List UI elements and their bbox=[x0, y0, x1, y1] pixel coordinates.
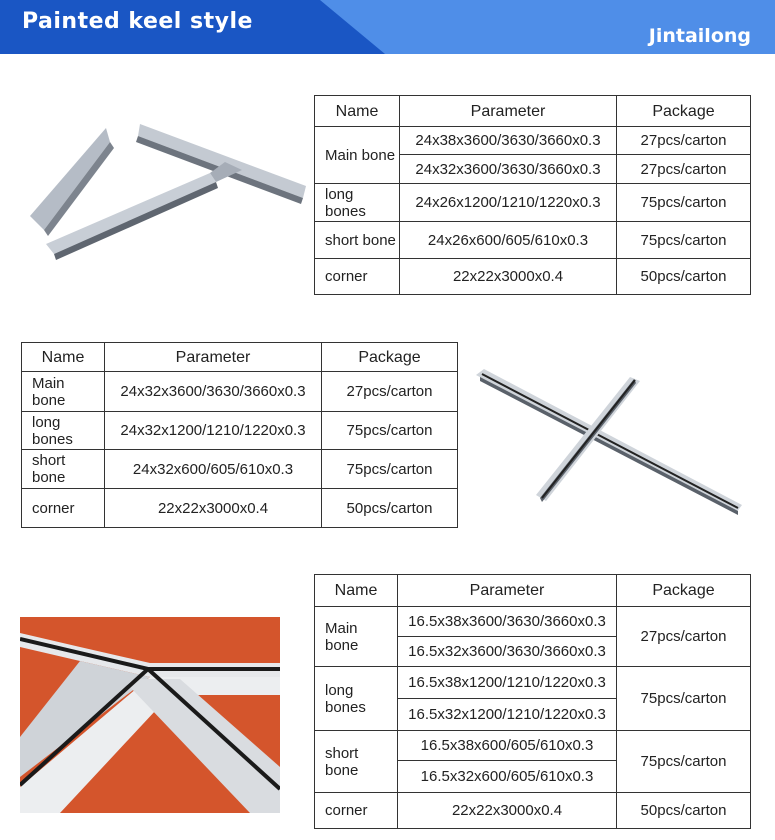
row-parameter: 24x32x3600/3630/3660x0.3 bbox=[400, 155, 617, 184]
row-package: 50pcs/carton bbox=[617, 259, 751, 295]
row-parameter: 24x38x3600/3630/3660x0.3 bbox=[400, 127, 617, 155]
row-name: long bones bbox=[315, 667, 398, 731]
table-row bbox=[315, 667, 751, 699]
row-parameter: 24x32x3600/3630/3660x0.3 bbox=[105, 372, 322, 412]
table-row bbox=[315, 607, 751, 637]
row-package: 27pcs/carton bbox=[322, 372, 458, 412]
row-parameter: 22x22x3000x0.4 bbox=[105, 489, 322, 528]
header-banner bbox=[0, 0, 775, 54]
header-name: Name bbox=[315, 575, 398, 607]
header-parameter: Parameter bbox=[398, 575, 617, 607]
brand-name: Jintailong bbox=[648, 25, 751, 47]
spec-table-2 bbox=[21, 342, 458, 528]
row-package: 75pcs/carton bbox=[617, 222, 751, 259]
table-row bbox=[315, 259, 751, 295]
row-name: short bone bbox=[315, 222, 400, 259]
row-parameter: 24x26x1200/1210/1220x0.3 bbox=[400, 184, 617, 222]
table-row bbox=[315, 222, 751, 259]
row-name: corner bbox=[315, 259, 400, 295]
header-name: Name bbox=[22, 343, 105, 372]
spec-table-1 bbox=[314, 95, 751, 295]
row-parameter: 16.5x38x600/605/610x0.3 bbox=[398, 731, 617, 761]
row-parameter: 22x22x3000x0.4 bbox=[400, 259, 617, 295]
row-package: 50pcs/carton bbox=[617, 793, 751, 829]
row-parameter: 24x32x600/605/610x0.3 bbox=[105, 450, 322, 489]
header-parameter: Parameter bbox=[105, 343, 322, 372]
table-row bbox=[315, 127, 751, 155]
row-name: short bone bbox=[22, 450, 105, 489]
row-parameter: 16.5x32x1200/1210/1220x0.3 bbox=[398, 699, 617, 731]
row-parameter: 16.5x38x3600/3630/3660x0.3 bbox=[398, 607, 617, 637]
table-row bbox=[22, 412, 458, 450]
row-package: 75pcs/carton bbox=[617, 184, 751, 222]
header-package: Package bbox=[617, 575, 751, 607]
keel-product-image-3 bbox=[20, 617, 280, 813]
row-parameter: 24x26x600/605/610x0.3 bbox=[400, 222, 617, 259]
row-name: Main bone bbox=[315, 127, 400, 184]
row-name: short bone bbox=[315, 731, 398, 793]
table-row bbox=[22, 372, 458, 412]
header-parameter: Parameter bbox=[400, 96, 617, 127]
row-package: 27pcs/carton bbox=[617, 607, 751, 667]
keel-product-image-2 bbox=[470, 365, 755, 525]
row-name: Main bone bbox=[22, 372, 105, 412]
row-parameter: 24x32x1200/1210/1220x0.3 bbox=[105, 412, 322, 450]
row-name: Main bone bbox=[315, 607, 398, 667]
table-row bbox=[22, 489, 458, 528]
table-row bbox=[22, 450, 458, 489]
keel-product-image-1 bbox=[20, 118, 310, 268]
header-package: Package bbox=[617, 96, 751, 127]
header-package: Package bbox=[322, 343, 458, 372]
row-parameter: 16.5x38x1200/1210/1220x0.3 bbox=[398, 667, 617, 699]
row-package: 75pcs/carton bbox=[322, 450, 458, 489]
row-package: 75pcs/carton bbox=[617, 667, 751, 731]
row-name: long bones bbox=[22, 412, 105, 450]
row-name: corner bbox=[315, 793, 398, 829]
row-package: 75pcs/carton bbox=[617, 731, 751, 793]
row-name: corner bbox=[22, 489, 105, 528]
spec-table-3 bbox=[314, 574, 751, 829]
row-name: long bones bbox=[315, 184, 400, 222]
page-title: Painted keel style bbox=[22, 9, 253, 34]
row-package: 27pcs/carton bbox=[617, 155, 751, 184]
table-row bbox=[315, 184, 751, 222]
row-package: 75pcs/carton bbox=[322, 412, 458, 450]
row-parameter: 16.5x32x3600/3630/3660x0.3 bbox=[398, 637, 617, 667]
row-package: 27pcs/carton bbox=[617, 127, 751, 155]
header-name: Name bbox=[315, 96, 400, 127]
table-row bbox=[315, 793, 751, 829]
table-row bbox=[315, 731, 751, 761]
row-parameter: 16.5x32x600/605/610x0.3 bbox=[398, 761, 617, 793]
row-package: 50pcs/carton bbox=[322, 489, 458, 528]
row-parameter: 22x22x3000x0.4 bbox=[398, 793, 617, 829]
